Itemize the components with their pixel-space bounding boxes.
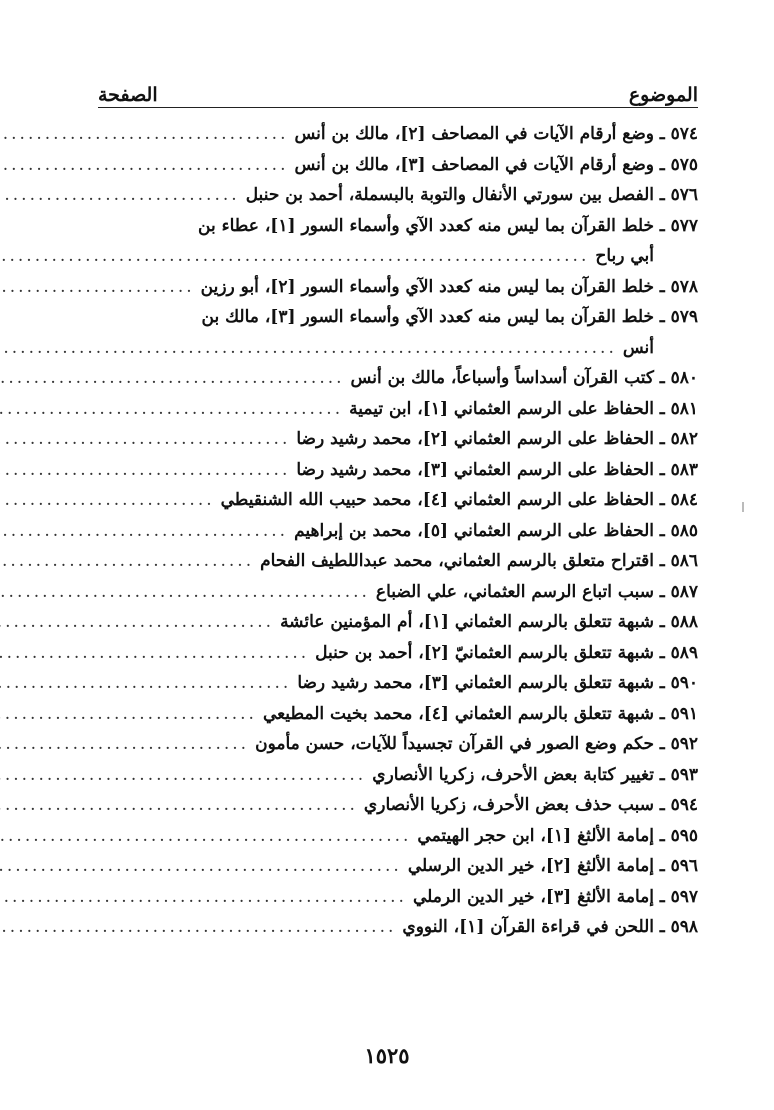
dot-leader — [0, 490, 221, 510]
dot-leader — [0, 460, 296, 480]
toc-entry — [98, 363, 698, 394]
entry-number: ٥٨١ ـ — [659, 398, 698, 419]
entry-title: شبهة تتعلق بالرسم العثمانيّ [٢]، أحمد بن حنبل — [315, 642, 654, 663]
dot-leader — [0, 582, 376, 602]
entry-number: ٥٨٦ ـ — [659, 551, 698, 572]
dot-leader — [0, 124, 294, 144]
entry-number: ٥٩٥ ـ — [659, 825, 698, 846]
entry-number: ٥٨٩ ـ — [659, 642, 698, 663]
page-number: ١٥٢٥ — [364, 1043, 410, 1068]
entry-number: ٥٧٤ ـ — [659, 124, 698, 145]
dot-leader — [0, 185, 246, 205]
toc-entry — [98, 485, 698, 516]
entry-title: اقتراح متعلق بالرسم العثماني، محمد عبداللطيف الفحام — [260, 551, 654, 572]
entry-number: ٥٩٣ ـ — [659, 764, 698, 785]
entry-title: خلط القرآن بما ليس منه كعدد الآي وأسماء السور [١]، عطاء بن — [198, 215, 654, 236]
entry-number: ٥٨٧ ـ — [659, 581, 698, 602]
dot-leader — [0, 338, 623, 358]
entry-number: ٥٩٢ ـ — [659, 734, 698, 755]
entry-title: الحفاظ على الرسم العثماني [١]، ابن تيمية — [349, 398, 654, 419]
entry-title: سبب حذف بعض الأحرف، زكريا الأنصاري — [363, 795, 654, 816]
entry-title: الحفاظ على الرسم العثماني [٢]، محمد رشيد رضا — [296, 429, 654, 450]
table-header — [98, 74, 698, 106]
entry-title: الفصل بين سورتي الأنفال والتوبة بالبسملة، أحمد بن حنبل — [245, 185, 654, 206]
dot-leader — [0, 551, 260, 571]
entry-title: إمامة الألثغ [٣]، خير الدين الرملي — [412, 886, 654, 907]
dot-leader — [0, 155, 294, 175]
dot-leader — [0, 429, 296, 449]
dot-leader — [0, 246, 595, 266]
toc-entry — [98, 272, 698, 303]
toc-entry — [98, 211, 698, 242]
dot-leader — [0, 826, 417, 846]
dot-leader — [0, 795, 364, 815]
entry-number: ٥٩٤ ـ — [659, 795, 698, 816]
dot-leader — [0, 277, 201, 297]
entry-number: ٥٩٦ ـ — [659, 856, 698, 877]
topic-column-label: الموضوع — [628, 84, 698, 106]
entry-title: حكم وضع الصور في القرآن تجسيداً للآيات، حسن مأمون — [255, 734, 654, 755]
entry-title: شبهة تتعلق بالرسم العثماني [٤]، محمد بخيت المطيعي — [262, 703, 654, 724]
dot-leader — [0, 856, 408, 876]
toc-entry — [98, 394, 698, 425]
toc-entry — [98, 760, 698, 791]
toc-entry — [98, 668, 698, 699]
entry-number: ٥٨٥ ـ — [659, 520, 698, 541]
margin-mark — [742, 502, 744, 512]
entry-title: أنس — [622, 337, 654, 358]
header-rule — [98, 107, 698, 108]
dot-leader — [0, 765, 372, 785]
entry-title: خلط القرآن بما ليس منه كعدد الآي وأسماء السور [٢]، أبو رزين — [200, 276, 654, 297]
entry-title: أبي رباح — [595, 246, 654, 267]
dot-leader — [0, 521, 294, 541]
toc-entry — [98, 119, 698, 150]
page-column-label: الصفحة — [98, 84, 158, 106]
entry-title: وضع أرقام الآيات في المصاحف [٢]، مالك بن أنس — [294, 124, 654, 145]
dot-leader — [0, 704, 263, 724]
toc-entry — [98, 699, 698, 730]
entry-title: خلط القرآن بما ليس منه كعدد الآي وأسماء السور [٣]، مالك بن — [201, 307, 654, 328]
entry-number: ٥٧٦ ـ — [659, 185, 698, 206]
toc-entry — [98, 333, 698, 364]
toc-entry — [98, 241, 698, 272]
toc-entry — [98, 424, 698, 455]
toc-entry — [98, 150, 698, 181]
toc-entry — [98, 729, 698, 760]
toc-entry — [98, 302, 698, 333]
entry-title: إمامة الألثغ [١]، ابن حجر الهيتمي — [417, 825, 654, 846]
entry-number: ٥٨٨ ـ — [659, 612, 698, 633]
entry-number: ٥٩٧ ـ — [659, 886, 698, 907]
dot-leader — [0, 643, 315, 663]
toc-entry — [98, 821, 698, 852]
toc-entry — [98, 638, 698, 669]
entry-title: شبهة تتعلق بالرسم العثماني [١]، أم المؤمنين عائشة — [280, 612, 654, 633]
entry-number: ٥٨٢ ـ — [659, 429, 698, 450]
entry-number: ٥٧٨ ـ — [659, 276, 698, 297]
dot-leader — [0, 673, 297, 693]
dot-leader — [0, 399, 349, 419]
toc-entry — [98, 546, 698, 577]
entry-number: ٥٩٨ ـ — [659, 917, 698, 938]
toc-entry — [98, 607, 698, 638]
entry-title: الحفاظ على الرسم العثماني [٤]، محمد حبيب الله الشنقيطي — [220, 490, 654, 511]
entry-title: وضع أرقام الآيات في المصاحف [٣]، مالك بن أنس — [294, 154, 654, 175]
entry-number: ٥٨٣ ـ — [659, 459, 698, 480]
entry-title: الحفاظ على الرسم العثماني [٥]، محمد بن إبراهيم — [294, 520, 654, 541]
entry-title: سبب اتباع الرسم العثماني، علي الضباع — [375, 581, 654, 602]
toc-entry — [98, 516, 698, 547]
toc-entries — [98, 119, 698, 943]
entry-title: إمامة الألثغ [٢]، خير الدين الرسلي — [407, 856, 654, 877]
dot-leader — [0, 887, 413, 907]
dot-leader — [0, 917, 402, 937]
entry-title: الحفاظ على الرسم العثماني [٣]، محمد رشيد رضا — [296, 459, 654, 480]
entry-number: ٥٧٧ ـ — [659, 215, 698, 236]
entry-number: ٥٩١ ـ — [659, 703, 698, 724]
toc-entry — [98, 790, 698, 821]
entry-title: اللحن في قراءة القرآن [١]، النووي — [402, 917, 654, 938]
entry-number: ٥٧٩ ـ — [659, 307, 698, 328]
entry-number: ٥٩٠ ـ — [659, 673, 698, 694]
toc-entry — [98, 851, 698, 882]
toc-entry — [98, 882, 698, 913]
entry-title: تغيير كتابة بعض الأحرف، زكريا الأنصاري — [372, 764, 654, 785]
toc-entry — [98, 577, 698, 608]
dot-leader — [0, 734, 255, 754]
dot-leader — [0, 612, 280, 632]
entry-title: شبهة تتعلق بالرسم العثماني [٣]، محمد رشيد رضا — [297, 673, 654, 694]
entry-title: كتب القرآن أسداساً وأسباعاً، مالك بن أنس — [350, 368, 654, 389]
entry-number: ٥٧٥ ـ — [659, 154, 698, 175]
toc-entry — [98, 455, 698, 486]
dot-leader — [0, 368, 351, 388]
toc-entry — [98, 180, 698, 211]
entry-number: ٥٨٤ ـ — [659, 490, 698, 511]
entry-number: ٥٨٠ ـ — [659, 368, 698, 389]
toc-entry — [98, 912, 698, 943]
